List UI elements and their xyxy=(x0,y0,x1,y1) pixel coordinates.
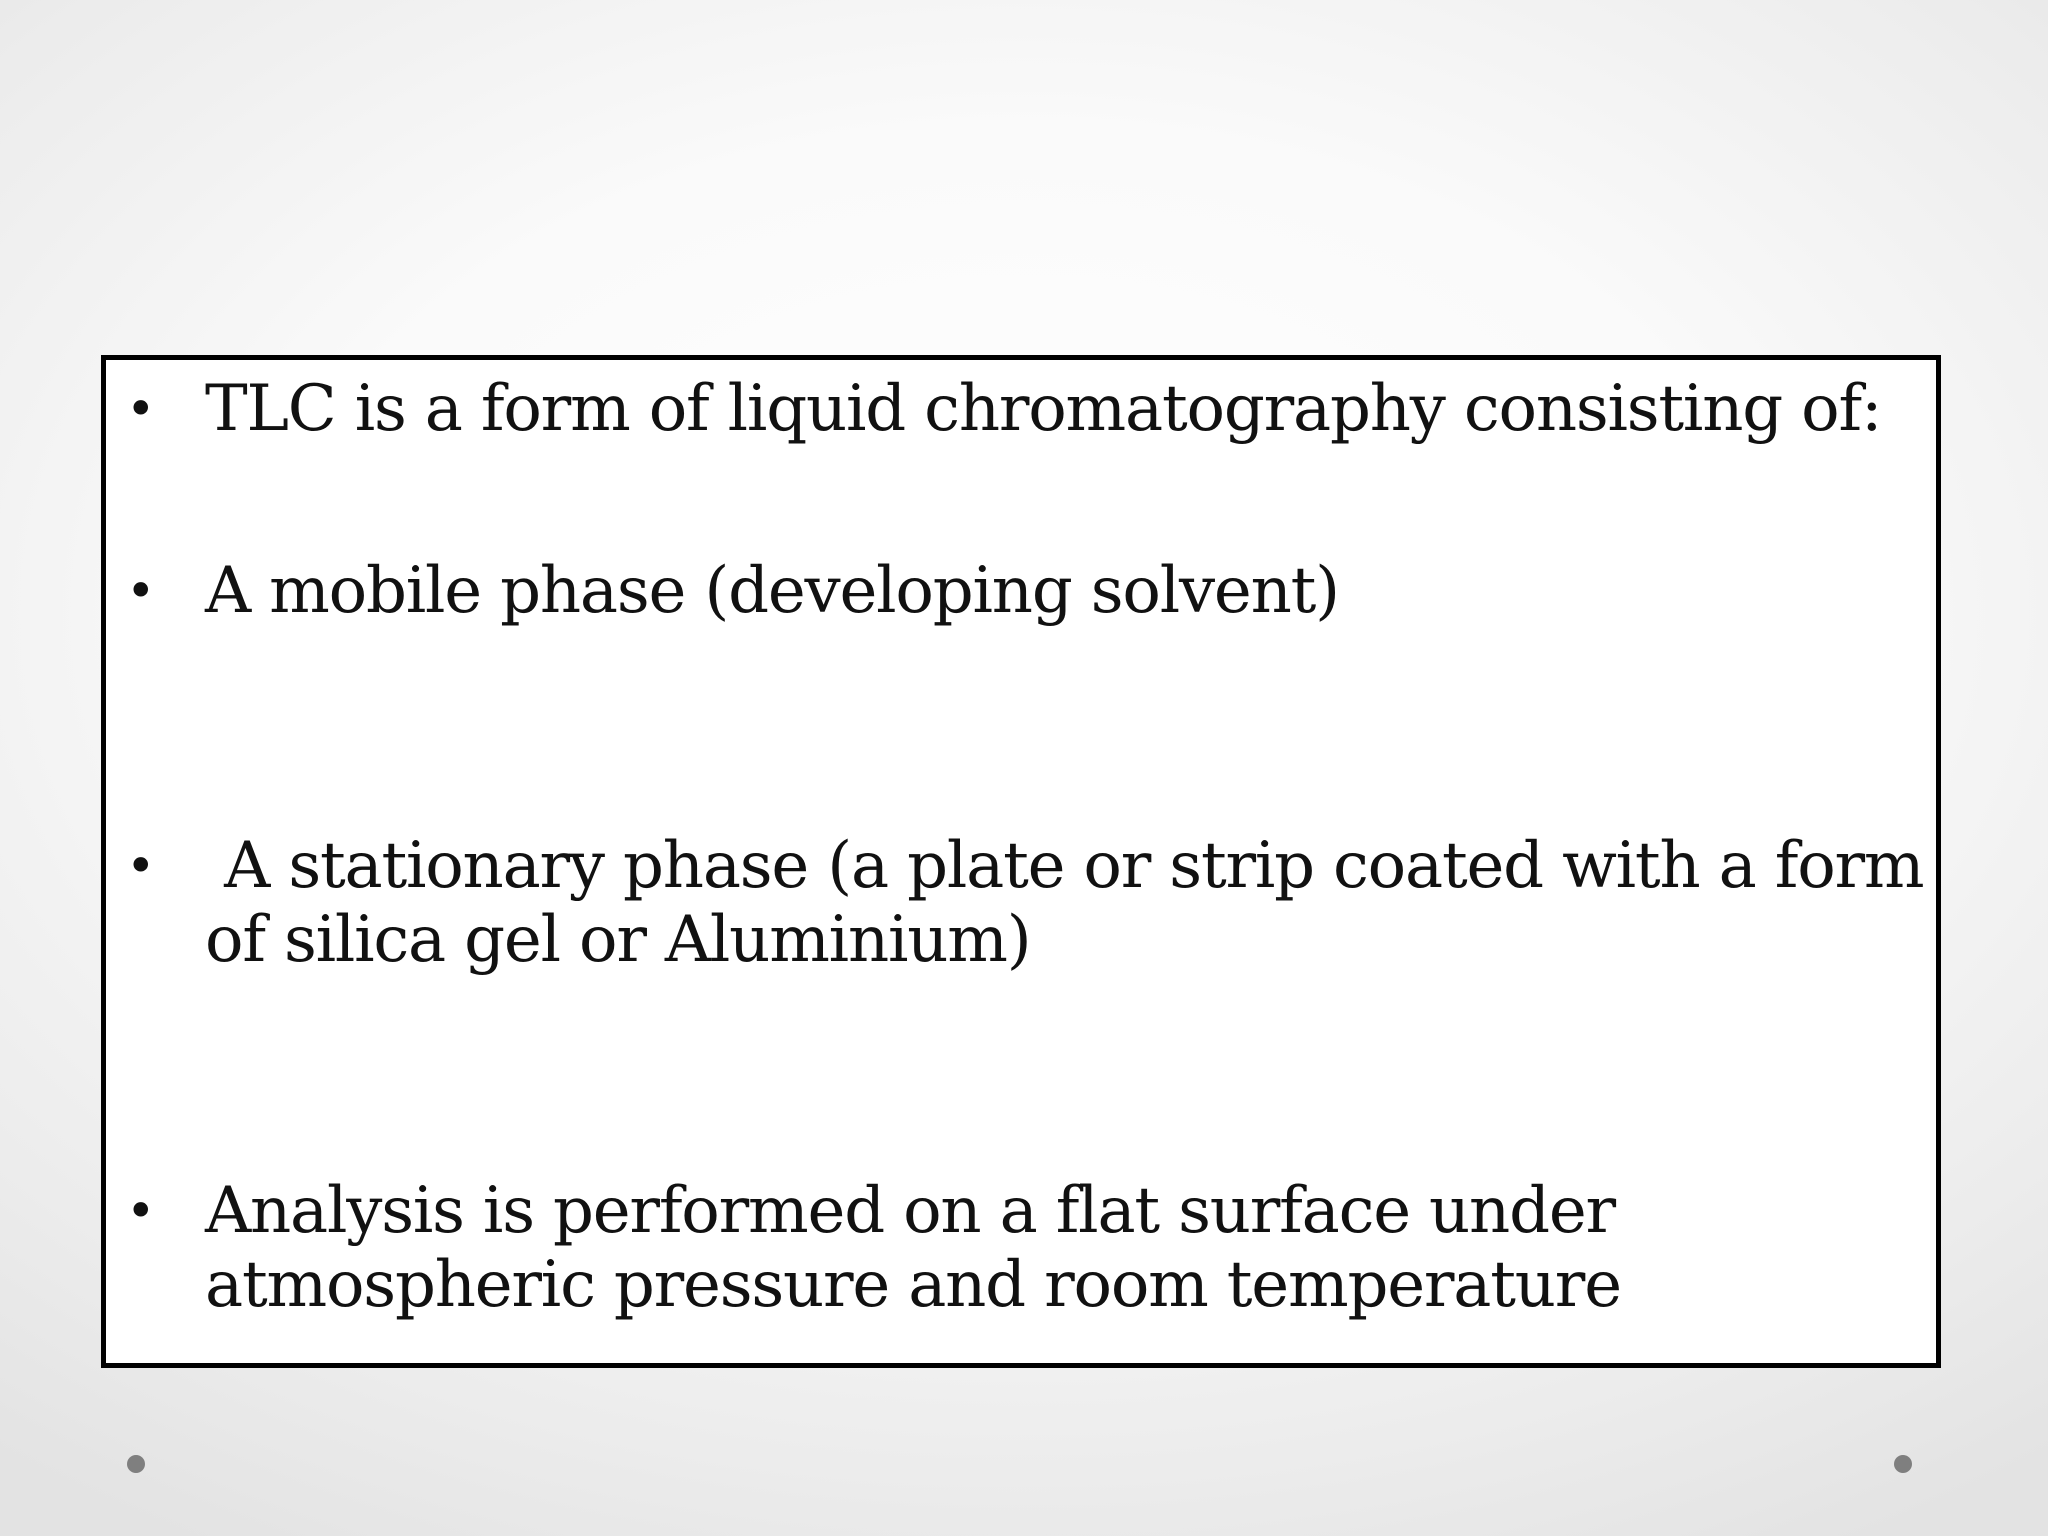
bullet-text: A stationary phase (a plate or strip coated with a form of silica gel or Aluminium) xyxy=(205,829,1943,977)
bullet-item-1 xyxy=(126,372,1926,446)
bullet-marker: • xyxy=(126,837,156,895)
content-box xyxy=(101,355,1941,1368)
bullet-marker: • xyxy=(126,380,156,438)
bullet-text: Analysis is performed on a flat surface under atmospheric pressure and room temperature xyxy=(205,1174,1635,1322)
bullet-item-4 xyxy=(126,1174,1926,1322)
bullet-item-2 xyxy=(126,554,1926,628)
bullet-text: A mobile phase (developing solvent) xyxy=(205,554,1339,628)
decorative-dot-left-icon xyxy=(127,1455,145,1473)
bullet-marker: • xyxy=(126,562,156,620)
bullet-text: TLC is a form of liquid chromatography consisting of: xyxy=(205,372,1882,446)
bullet-item-3 xyxy=(126,829,1943,977)
decorative-dot-right-icon xyxy=(1894,1455,1912,1473)
bullet-marker: • xyxy=(126,1182,156,1240)
